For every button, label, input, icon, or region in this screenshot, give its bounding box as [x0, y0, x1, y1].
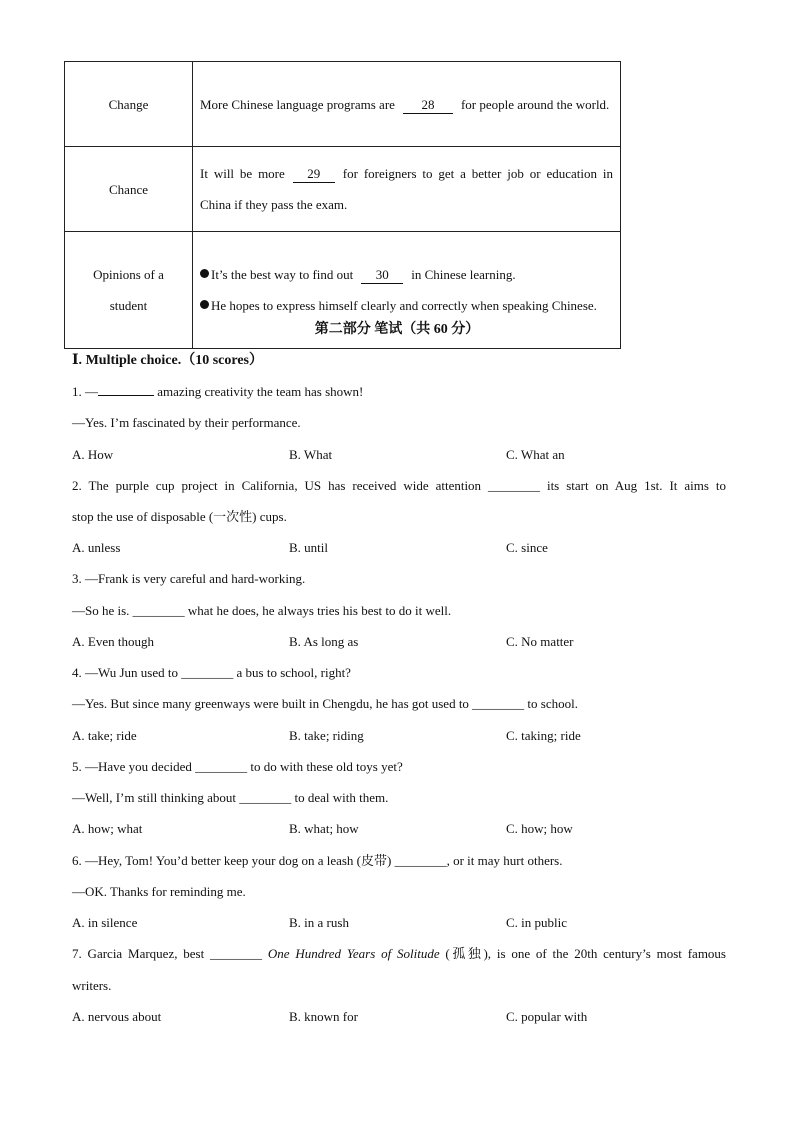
answer-blank — [98, 383, 154, 396]
option-c: C. popular with — [506, 1009, 588, 1024]
question-1-response: —Yes. I’m fascinated by their performance. — [72, 415, 301, 430]
blank-29: 29 — [293, 166, 335, 183]
option-b: B. take; riding — [289, 728, 364, 743]
bullet-item: He hopes to express himself clearly and correctly when speaking Chinese. — [200, 290, 613, 321]
bullet-item: It’s the best way to find out 30 in Chinese learning. — [200, 259, 613, 290]
option-b: B. what; how — [289, 821, 359, 836]
row-content: It will be more 29 for foreigners to get a better job or education in China if they pass the exam. — [193, 147, 621, 232]
bullet-icon — [200, 300, 209, 309]
question-6-stem: 6. —Hey, Tom! You’d better keep your dog on a leash (皮带) ________, or it may hurt others. — [72, 853, 563, 868]
option-a: A. How — [72, 447, 114, 462]
option-c: C. No matter — [506, 634, 574, 649]
option-a: A. take; ride — [72, 728, 137, 743]
table-row — [65, 62, 621, 147]
option-a: A. nervous about — [72, 1009, 162, 1024]
bullet-icon — [200, 269, 209, 278]
option-b: B. until — [289, 540, 329, 555]
section-title: 第二部分 笔试（共 60 分） — [314, 322, 480, 337]
option-b: B. As long as — [289, 634, 359, 649]
question-6-response: —OK. Thanks for reminding me. — [72, 884, 246, 899]
question-1-stem: 1. — amazing creativity the team has shown! — [72, 384, 364, 399]
part-heading: Ⅰ. Multiple choice.（10 scores） — [72, 353, 263, 368]
option-c: C. since — [506, 540, 548, 555]
blank-28: 28 — [403, 97, 453, 114]
blank-30: 30 — [361, 267, 403, 284]
option-a: A. unless — [72, 540, 121, 555]
question-7-stem: 7. Garcia Marquez, best ________ One Hundred Years of Solitude (孤独), is one of the 20th century’s most famous — [72, 946, 726, 961]
option-b: B. in a rush — [289, 915, 349, 930]
question-2-stem-cont: stop the use of disposable (一次性) cups. — [72, 509, 287, 524]
question-5-stem: 5. —Have you decided ________ to do with these old toys yet? — [72, 759, 403, 774]
row-label: Chance — [65, 147, 193, 232]
question-4-response: —Yes. But since many greenways were built in Chengdu, he has got used to ________ to school. — [72, 696, 578, 711]
question-4-stem: 4. —Wu Jun used to ________ a bus to school, right? — [72, 665, 351, 680]
table-row — [65, 147, 621, 232]
option-b: B. What — [289, 447, 333, 462]
question-7-stem-cont: writers. — [72, 978, 112, 993]
option-c: C. in public — [506, 915, 568, 930]
option-a: A. in silence — [72, 915, 138, 930]
option-a: A. how; what — [72, 821, 143, 836]
question-5-response: —Well, I’m still thinking about ________ to deal with them. — [72, 790, 389, 805]
question-2-stem: 2. The purple cup project in California, US has received wide attention ________ its start on Aug 1st. It aims to — [72, 478, 726, 493]
book-title: One Hundred Years of Solitude — [267, 946, 440, 961]
option-b: B. known for — [289, 1009, 358, 1024]
option-c: C. taking; ride — [506, 728, 581, 743]
option-c: C. What an — [506, 447, 565, 462]
row-label: Opinions of a student — [65, 232, 193, 349]
info-table — [64, 61, 621, 349]
question-3-response: —So he is. ________ what he does, he always tries his best to do it well. — [72, 603, 452, 618]
question-3-stem: 3. —Frank is very careful and hard-working. — [72, 571, 306, 586]
option-c: C. how; how — [506, 821, 573, 836]
option-a: A. Even though — [72, 634, 154, 649]
row-content: More Chinese language programs are 28 for people around the world. — [193, 62, 621, 147]
row-label: Change — [65, 62, 193, 147]
